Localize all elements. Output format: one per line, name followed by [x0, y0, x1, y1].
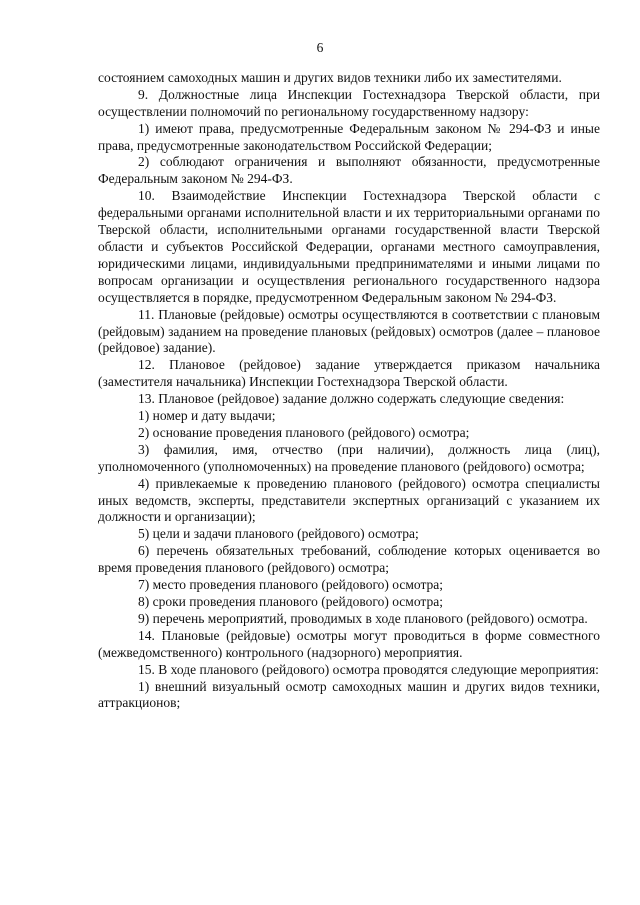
paragraph-2: 1) имеют права, предусмотренные Федеральным законом № 294-ФЗ и иные права, предусмотренные законодательством Российской Федерации;: [98, 120, 600, 153]
paragraph-14: 7) место проведения планового (рейдового) осмотра;: [138, 577, 444, 593]
paragraph-11: 4) привлекаемые к проведению планового (рейдового) осмотра специалисты иных ведомств, эксперты, представители экспертных организаций с указанием их должности и организации);: [98, 475, 600, 525]
paragraph-16: 9) перечень мероприятий, проводимых в ходе планового (рейдового) осмотра.: [138, 610, 588, 626]
paragraph-10: 3) фамилия, имя, отчество (при наличии), должность лица (лиц), уполномоченного (уполномоченных) на проведение планового (рейдового) осмотра;: [98, 441, 600, 474]
paragraph-18: 15. В ходе планового (рейдового) осмотра проводятся следующие мероприятия:: [138, 661, 599, 677]
paragraph-17: 14. Плановые (рейдовые) осмотры могут проводиться в форме совместного (межведомственного) контрольного (надзорного) мероприятия.: [98, 627, 600, 660]
paragraph-19: 1) внешний визуальный осмотр самоходных машин и других видов техники, аттракционов;: [98, 678, 600, 711]
paragraph-1: 9. Должностные лица Инспекции Гостехнадзора Тверской области, при осуществлении полномочий по региональному государственному надзору:: [98, 86, 600, 119]
paragraph-9: 2) основание проведения планового (рейдового) осмотра;: [138, 424, 470, 440]
paragraph-7: 13. Плановое (рейдовое) задание должно содержать следующие сведения:: [138, 391, 565, 407]
page-number: 6: [316, 40, 324, 55]
paragraph-5: 11. Плановые (рейдовые) осмотры осуществляются в соответствии с плановым (рейдовым) заданием на проведение плановых (рейдовых) осмотров (далее – плановое (рейдовое) задание).: [98, 306, 600, 356]
paragraph-3: 2) соблюдают ограничения и выполняют обязанности, предусмотренные Федеральным законом № 294-ФЗ.: [98, 154, 600, 187]
paragraph-8: 1) номер и дату выдачи;: [138, 408, 276, 424]
paragraph-13: 6) перечень обязательных требований, соблюдение которых оценивается во время проведения планового (рейдового) осмотра;: [98, 543, 600, 576]
paragraph-12: 5) цели и задачи планового (рейдового) осмотра;: [138, 526, 419, 542]
paragraph-15: 8) сроки проведения планового (рейдового) осмотра;: [138, 594, 443, 609]
paragraph-4: 10. Взаимодействие Инспекции Гостехнадзора Тверской области с федеральными органами исполнительной власти и их территориальными органами по Тверской области, исполнительными органами государственной власти Тверской области и субъектов Российской Федерации, органами местного самоуправления, юридическими лицами, индивидуальными предпринимателями и иными лицами по вопросам организации и осуществления регионального государственного надзора осуществляется в порядке, предусмотренном Федеральным законом № 294-ФЗ.: [98, 188, 600, 305]
paragraph-0: состоянием самоходных машин и других видов техники либо их заместителями.: [98, 69, 562, 85]
paragraph-6: 12. Плановое (рейдовое) задание утверждается приказом начальника (заместителя начальника) Инспекции Гостехнадзора Тверской области.: [98, 357, 600, 390]
